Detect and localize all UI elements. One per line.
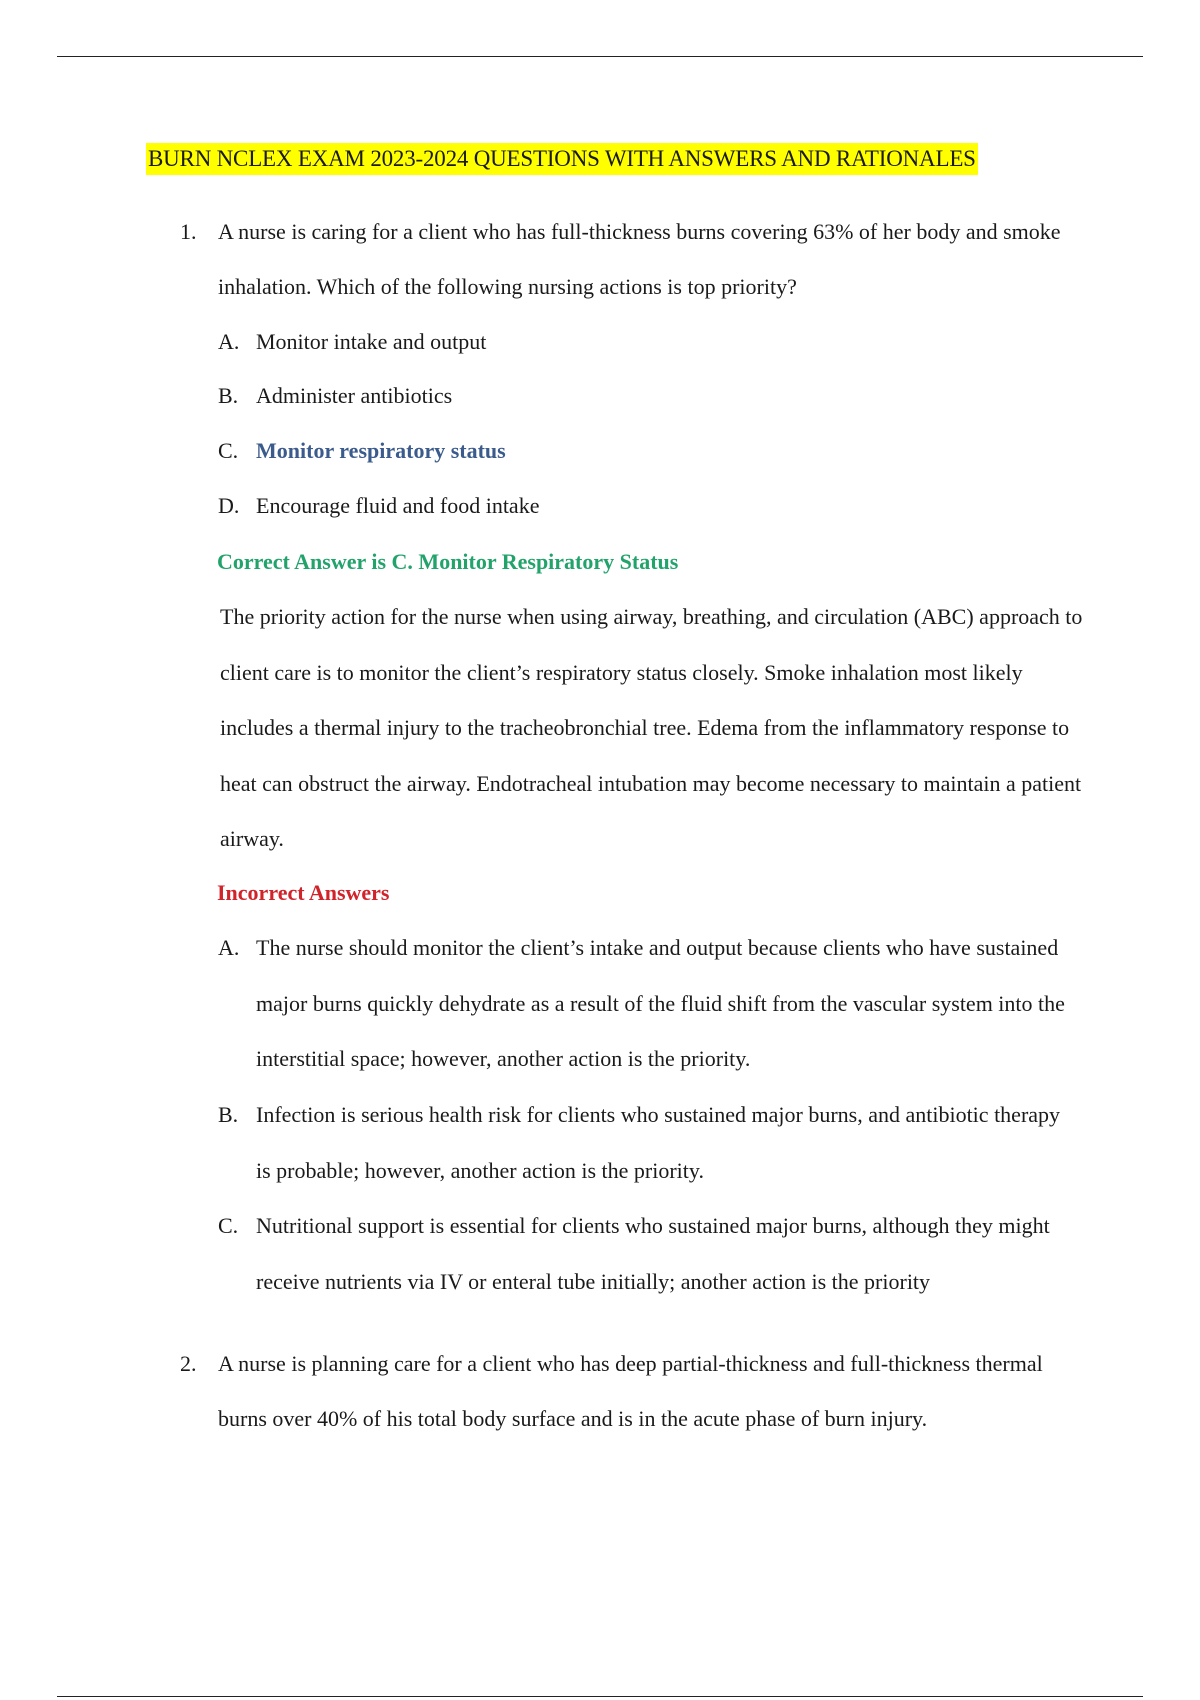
option-text: Encourage fluid and food intake bbox=[256, 493, 540, 518]
question-number: 2. bbox=[180, 1351, 197, 1376]
header-rule bbox=[57, 56, 1143, 57]
option-letter: A. bbox=[218, 329, 240, 354]
question-text: A nurse is caring for a client who has full-thickness burns covering 63% of her body and smoke inhalation. Which of the following nursing actions is top priority? bbox=[218, 219, 1061, 299]
option-d bbox=[218, 491, 539, 521]
option-letter: D. bbox=[218, 493, 240, 518]
option-c-correct bbox=[218, 436, 506, 466]
option-letter: C. bbox=[218, 438, 239, 463]
incorrect-text: Infection is serious health risk for clients who sustained major burns, and antibiotic therapy is probable; however, another action is the priority. bbox=[256, 1102, 1061, 1183]
option-text: Administer antibiotics bbox=[256, 383, 453, 408]
document-title: BURN NCLEX EXAM 2023-2024 QUESTIONS WITH ANSWERS AND RATIONALES bbox=[146, 143, 978, 175]
option-b bbox=[218, 381, 452, 411]
option-letter: B. bbox=[218, 383, 239, 408]
incorrect-letter: A. bbox=[218, 935, 240, 960]
question-text: A nurse is planning care for a client who has deep partial-thickness and full-thickness thermal burns over 40% of his total body surface and is in the acute phase of burn injury. bbox=[218, 1351, 1043, 1431]
incorrect-item-a bbox=[218, 920, 1078, 1087]
option-text: Monitor respiratory status bbox=[256, 438, 506, 463]
option-a bbox=[218, 327, 486, 357]
footer-rule bbox=[57, 1696, 1143, 1697]
question-number: 1. bbox=[180, 219, 197, 244]
incorrect-item-b bbox=[218, 1087, 1078, 1198]
incorrect-item-c bbox=[218, 1198, 1078, 1309]
incorrect-answers-label: Incorrect Answers bbox=[217, 880, 390, 905]
correct-answer-label: Correct Answer is C. Monitor Respiratory Status bbox=[217, 549, 679, 574]
rationale-text: The priority action for the nurse when using airway, breathing, and circulation (ABC) approach to client care is to monitor the client’s respiratory status closely. Smoke inhalation most likely includes a thermal injury to the tracheobronchial tree. Edema from the inflammatory response to heat can obstruct the airway. Endotracheal intubation may become necessary to maintain a patient airway. bbox=[220, 604, 1083, 851]
option-text: Monitor intake and output bbox=[256, 329, 487, 354]
incorrect-text: The nurse should monitor the client’s intake and output because clients who have sustained major burns quickly dehydrate as a result of the fluid shift from the vascular system into the interstitial space; however, another action is the priority. bbox=[256, 935, 1065, 1071]
incorrect-letter: B. bbox=[218, 1102, 239, 1127]
incorrect-text: Nutritional support is essential for clients who sustained major burns, although they might receive nutrients via IV or enteral tube initially; another action is the priority bbox=[256, 1213, 1050, 1294]
incorrect-letter: C. bbox=[218, 1213, 239, 1238]
